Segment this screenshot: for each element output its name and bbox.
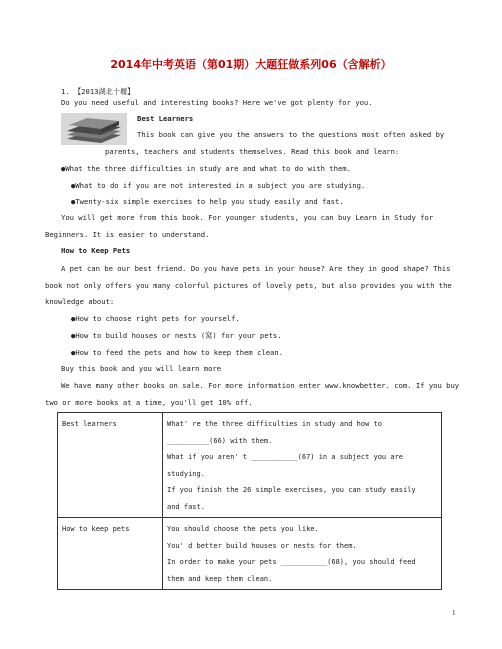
paragraph-line: knowledge about: [45, 297, 115, 306]
paragraph-line: Beginners. It is easier to understand. [45, 230, 210, 239]
bullet-item: ●What to do if you are not interested in a subject you are studying. [71, 181, 366, 190]
bullet-item: ●How to build houses or nests (窝) for your pets. [71, 331, 282, 340]
best-learners-desc-line-2: parents, teachers and students themselves. Read this book and learn: [105, 147, 400, 156]
paragraph-line: We have many other books on sale. For more information enter www.knowbetter. com. If you buy [61, 381, 460, 390]
paragraph-line: You will get more from this book. For younger students, you can buy Learn in Study for [61, 213, 434, 222]
bullet-item: ●How to choose right pets for yourself. [71, 314, 240, 323]
intro-line: Do you need useful and interesting books? Here we've got plenty for you. [61, 98, 373, 107]
table-cell-line: If you finish the 26 simple exercises, you can study easily [167, 486, 416, 494]
table-cell-label: How to keep pets [58, 518, 163, 590]
table-cell-content [163, 518, 442, 590]
best-learners-desc-line-1: This book can give you the answers to the questions most often asked by [137, 130, 445, 139]
table-cell-line: You should choose the pets you like. [167, 525, 319, 533]
bullet-item: ●What the three difficulties in study are and what to do with them. [61, 164, 351, 173]
books-image [61, 113, 127, 145]
table-cell-line: __________(66) with them. [167, 436, 273, 445]
bullet-item: ●Twenty-six simple exercises to help you study easily and fast. [71, 197, 344, 206]
table-cell-line: In order to make your pets ___________(68), you should feed [167, 558, 416, 566]
paragraph-line: two or more books at a time, you'll get 10% off. [45, 398, 253, 407]
table-row [58, 413, 442, 518]
page-number: 1 [452, 609, 456, 617]
page-title: 2014年中考英语（第01期）大题狂做系列06（含解析） [110, 58, 392, 71]
table-cell-content [163, 413, 442, 518]
table-cell-line: What' re the three difficulties in study and how to [167, 420, 382, 428]
table-cell-line: What if you aren' t ___________(67) in a subject you are [167, 453, 404, 461]
bullet-item: ●How to feed the pets and how to keep them clean. [71, 348, 284, 357]
table-cell-line: them and keep them clean. [167, 574, 273, 583]
answer-table [57, 412, 442, 590]
table-cell-line: studying. [167, 469, 205, 478]
table-cell-line: and fast. [167, 502, 205, 511]
question-header: 1. 【2013湖北十堰】 [61, 87, 135, 96]
paragraph-line: book not only offers you many colorful pictures of lovely pets, but also provides you with the [45, 281, 452, 290]
paragraph-line: Buy this book and you will learn more [61, 364, 222, 373]
table-row [58, 518, 442, 590]
table-cell-line: You' d better build houses or nests for them. [167, 541, 357, 550]
paragraph-line: A pet can be our best friend. Do you have pets in your house? Are they in good shape? This [61, 264, 451, 273]
book-title-how-to-keep-pets: How to Keep Pets [61, 246, 131, 255]
table-cell-label: Best learners [58, 413, 163, 518]
book-title-best-learners: Best Learners [137, 114, 194, 123]
